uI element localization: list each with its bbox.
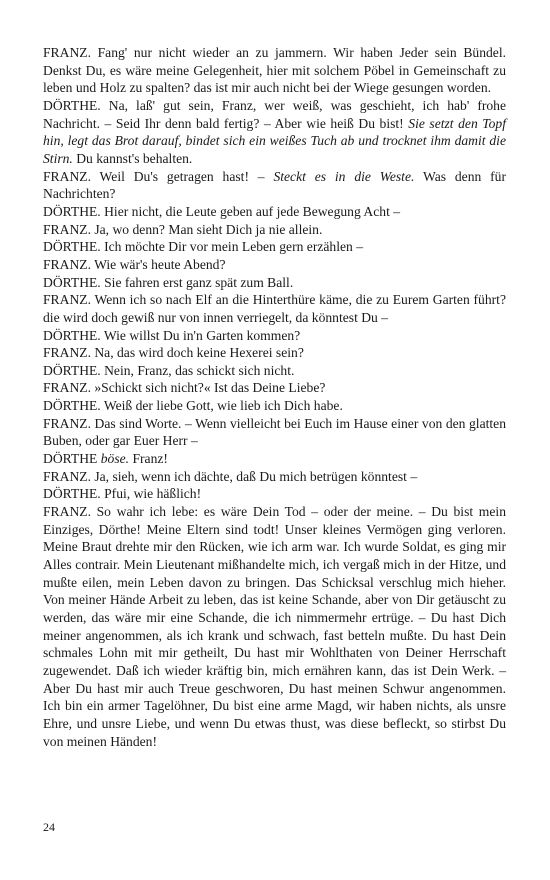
dialogue-paragraph	[43, 274, 506, 292]
dialogue-paragraph	[43, 44, 506, 97]
stage-direction: Sie setzt den Topf hin, legt das Brot darauf, bindet sich ein weißes Tuch ab und trocknet ihm damit die Stirn.	[43, 115, 506, 166]
dialogue-paragraph	[43, 415, 506, 450]
dialogue-line: DÖRTHE. Hier nicht, die Leute geben auf jede Bewegung Acht –	[43, 203, 401, 219]
dialogue-text	[43, 44, 506, 750]
dialogue-paragraph	[43, 468, 506, 486]
dialogue-line: FRANZ. »Schickt sich nicht?« Ist das Deine Liebe?	[43, 380, 326, 396]
dialogue-line: DÖRTHE	[43, 451, 101, 467]
dialogue-line: FRANZ. Ja, wo denn? Man sieht Dich ja nie allein.	[43, 221, 323, 237]
dialogue-line: DÖRTHE. Ich möchte Dir vor mein Leben gern erzählen –	[43, 239, 364, 255]
dialogue-paragraph	[43, 327, 506, 345]
dialogue-line: Was denn für Nachrichten?	[43, 168, 506, 202]
dialogue-paragraph	[43, 503, 506, 750]
dialogue-line: Du kannst's behalten.	[72, 150, 193, 166]
dialogue-line: FRANZ. So wahr ich lebe: es wäre Dein Tod – oder der meine. – Du bist mein Einziges, Dörthe! Meine Eltern sind todt! Unser kleines Vermögen ging verloren. Meine Braut drehte mir den Rücken, wie ich arm war. Ich wurde Soldat, es ging mir Alles contrair. Mein Lieutenant mißhandelte mich, ich vergaß mich in der Hitze, und mußte eilen, mein Leben davon zu bringen. Das Schicksal verschlug mich hieher. Von meiner Hände Arbeit zu leben, das ist keine Schande, aber von Dir getäuscht zu werden, das wäre mir eine Schande, die ich nimmermehr ertrüge. – Du hast Dich meiner angenommen, als ich krank und schwach, fast betteln mußte. Du hast Dein schmales Lohn mit mir getheilt, Du hast mir Wohlthaten von Deiner Herrschaft zugewendet. Daß ich wieder kräftig bin, mich ernähren kann, das ist Dein Werk. – Aber Du hast mir auch Treue geschworen, Du hast meinen Schwur angenommen. Ich bin ein armer Tagelöhner, Du bist eine arme Magd, wir haben nichts, als unsre Ehre, und unsre Liebe, und wenn Du etwas thust, was diese befleckt, so stirbst Du von meinen Händen!	[43, 504, 506, 749]
page-body	[43, 44, 506, 750]
dialogue-paragraph	[43, 97, 506, 168]
dialogue-line: FRANZ. Wenn ich so nach Elf an die Hinterthüre käme, die zu Eurem Garten führt? die wird doch gewiß nur von innen verriegelt, da könntest Du –	[43, 292, 506, 325]
stage-direction: böse.	[100, 451, 130, 467]
dialogue-paragraph	[43, 485, 506, 503]
dialogue-line: FRANZ. Na, das wird doch keine Hexerei sein?	[43, 345, 304, 361]
dialogue-line: DÖRTHE. Na, laß' gut sein, Franz, wer weiß, was geschieht, ich hab' frohe Nachricht. – Seid Ihr denn bald fertig? – Aber wie heiß Du bist!	[43, 97, 506, 131]
dialogue-paragraph	[43, 379, 506, 397]
page-number: 24	[43, 820, 55, 834]
dialogue-line: DÖRTHE. Wie willst Du in'n Garten kommen?	[43, 327, 301, 343]
dialogue-paragraph	[43, 168, 506, 203]
dialogue-paragraph	[43, 238, 506, 256]
dialogue-line: DÖRTHE. Nein, Franz, das schickt sich nicht.	[43, 362, 295, 378]
dialogue-paragraph	[43, 450, 506, 468]
dialogue-line: DÖRTHE. Pfui, wie häßlich!	[43, 486, 202, 502]
dialogue-line: FRANZ. Wie wär's heute Abend?	[43, 256, 226, 272]
dialogue-line: FRANZ. Ja, sieh, wenn ich dächte, daß Du mich betrügen könntest –	[43, 468, 418, 484]
dialogue-line: DÖRTHE. Weiß der liebe Gott, wie lieb ich Dich habe.	[43, 398, 343, 414]
dialogue-line: FRANZ. Fang' nur nicht wieder an zu jammern. Wir haben Jeder sein Bündel. Denkst Du, es wäre meine Gelegenheit, hier mit solchem Pöbel in Gemeinschaft zu leben und Holz zu spalten? das ist mir auch nicht bei der Wiege gesungen worden.	[43, 45, 506, 96]
stage-direction: Steckt es in die Weste.	[273, 168, 415, 184]
dialogue-paragraph	[43, 291, 506, 326]
dialogue-paragraph	[43, 256, 506, 274]
dialogue-paragraph	[43, 362, 506, 380]
dialogue-paragraph	[43, 221, 506, 239]
dialogue-line: Franz!	[129, 451, 168, 467]
dialogue-paragraph	[43, 344, 506, 362]
dialogue-line: DÖRTHE. Sie fahren erst ganz spät zum Ball.	[43, 274, 294, 290]
dialogue-line: FRANZ. Das sind Worte. – Wenn vielleicht bei Euch im Hause einer von den glatten Buben, oder gar Euer Herr –	[43, 415, 506, 449]
dialogue-paragraph	[43, 203, 506, 221]
dialogue-paragraph	[43, 397, 506, 415]
dialogue-line: FRANZ. Weil Du's getragen hast! –	[43, 168, 274, 184]
